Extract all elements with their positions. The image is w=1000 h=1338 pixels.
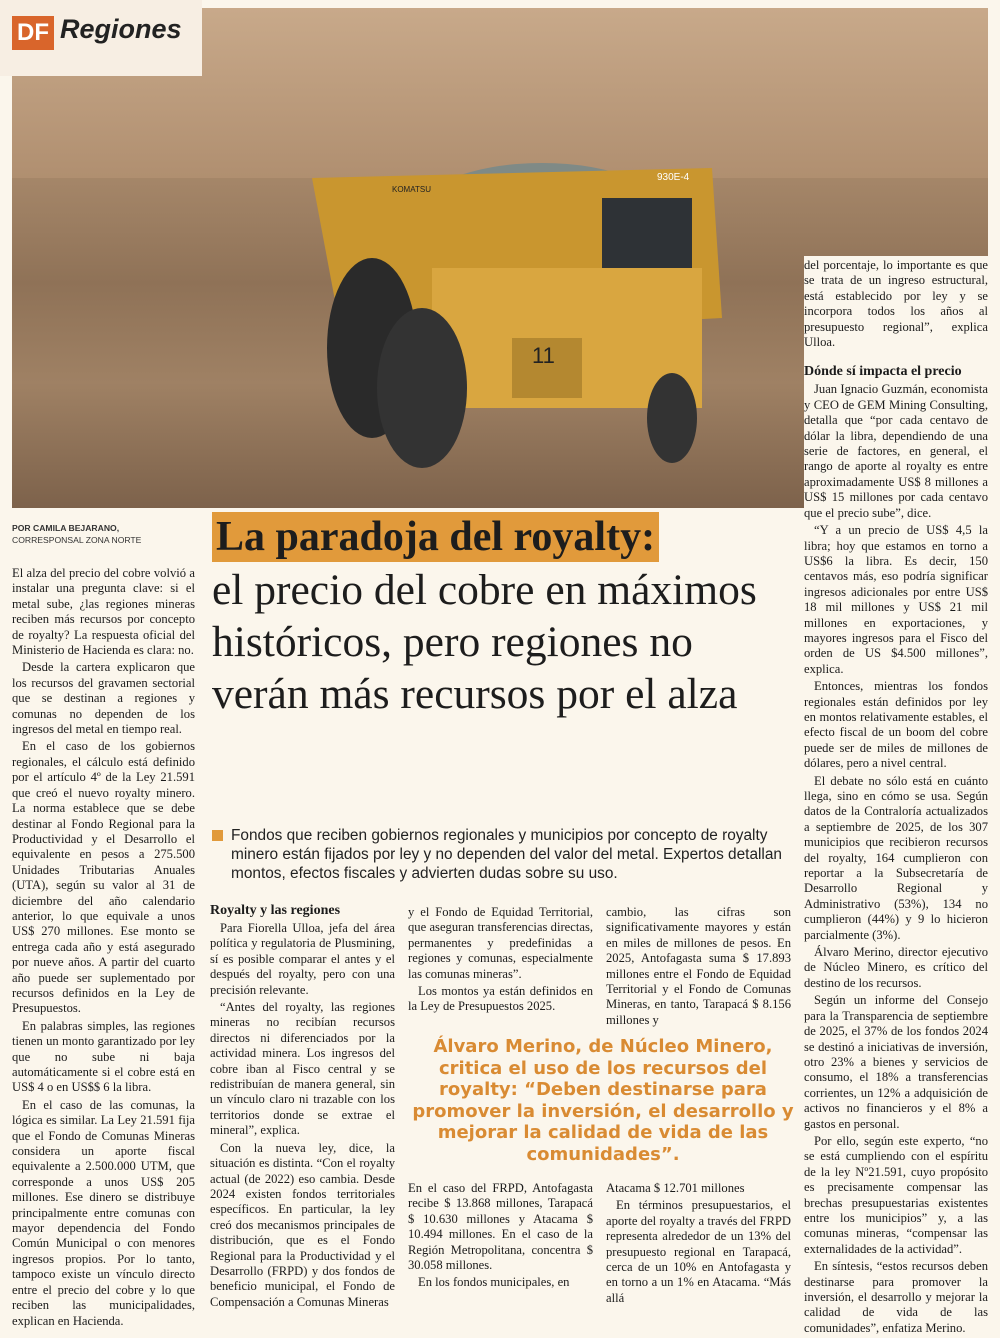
paragraph: Por ello, según este experto, “no se está cumpliendo con el espíritu de la ley Nº21.591, cuyo propósito es precisamente compensar las brechas presupuestarias existentes entre los municipios” y, a las comunas mineras, “compensar las externalidades de la actividad”. <box>804 1133 988 1256</box>
truck-model-label: 930E-4 <box>657 172 690 183</box>
headline <box>212 512 792 720</box>
paragraph: En el caso de los gobiernos regionales, el cálculo está definido por el artículo 4º de la Ley 21.591 que creó el nuevo royalty minero. La norma establece que se debe destinar al Fondo Regional para la Productividad y el Desarrollo el equivalente en pesos a 275.500 Unidades Tributarias Anuales (UTA), según su valor al 31 de diciembre del año calendario anterior, lo que equivale a unos US$ 270 millones. Ese monto se entrega cada año y está asegurado por nueve años. A partir del cuarto año puede ser suplementado por recursos definidos en la Ley de Presupuestos. <box>12 739 195 1016</box>
paragraph: En síntesis, “estos recursos deben destinarse para promover la inversión, el desarrollo y mejorar la calidad de vida de las comunidades”, enfatiza Merino. <box>804 1259 988 1335</box>
author-name: POR CAMILA BEJARANO, <box>12 523 120 533</box>
column-4-bottom <box>606 1181 791 1308</box>
column-5 <box>804 256 988 1338</box>
paragraph: Según un informe del Consejo para la Transparencia de septiembre de 2025, el 37% de los fondos 2024 se destinó a iniciativas de inversión, otro 23% a bienes y servicios de consumo, el 18% a transferencias corrientes, un 12% a adquisición de activos no financieros y el 8% a gastos en personal. <box>804 993 988 1131</box>
paragraph: Los montos ya están definidos en la Ley de Presupuestos 2025. <box>408 984 593 1014</box>
paragraph: El debate no sólo está en cuánto llega, sino en cómo se usa. Según datos de la Contraloría actualizados a septiembre de 2025, de los 307 municipios que recibieron recursos del royalty, 164 cumplieron con reportar a la Subsecretaría de Desarrollo Regional y Administrativo (53%), 134 no cumplieron (44%) y 9 lo hicieron parcialmente (3%). <box>804 773 988 942</box>
paragraph: “Antes del royalty, las regiones mineras no recibían recursos directos ni diferenciados por la actividad minera. Los ingresos del cobre iban al Fisco central y se redistribuían de manera general, sin un vínculo claro ni trazable con los territorios donde se extrae el mineral”, explica. <box>210 1000 395 1138</box>
author-role: CORRESPONSAL ZONA NORTE <box>12 535 142 545</box>
paragraph: cambio, las cifras son significativamente mayores y están en miles de millones de pesos. En 2025, Antofagasta suma $ 17.893 millones entre el Fondo de Equidad Territorial y el Fondo de Comunas Mineras, en tanto, Tarapacá $ 8.156 millones y <box>606 905 791 1027</box>
truck-cab <box>602 198 692 268</box>
deck-bullet-icon <box>212 830 223 841</box>
rear-tire-left <box>377 308 467 468</box>
paragraph: Entonces, mientras los fondos regionales están definidos por ley en montos relativamente estables, el efecto fiscal de un boom del cobre puede ser de miles de millones de dólares, pero a nivel central. <box>804 679 988 771</box>
tire-right <box>647 373 697 463</box>
truck-brand-label: KOMATSU <box>392 185 431 194</box>
subheading-impacto: Dónde sí impacta el precio <box>804 364 962 380</box>
paragraph: En el caso del FRPD, Antofagasta recibe $ 13.868 millones, Tarapacá $ 10.630 millones y Atacama $ 10.494 millones. En el caso de la Región Metropolitana, concentra $ 30.058 millones. <box>408 1181 593 1273</box>
df-logo-mark: DF <box>12 16 54 50</box>
paragraph: del porcentaje, lo importante es que se trata de un ingreso estructural, está establecido por ley y se incorpora todos los años al presupuesto regional”, explica Ulloa. <box>804 258 988 350</box>
paragraph: Atacama $ 12.701 millones <box>606 1181 745 1195</box>
subheading-royalty: Royalty y las regiones <box>210 903 341 918</box>
paragraph: En los fondos municipales, en <box>418 1275 570 1290</box>
paragraph: “Y a un precio de US$ 4,5 la libra; hoy que estamos en torno a US$6 la libra. Es decir, 150 centavos más, eso podría significar ingresos adicionales por entre US$ 18 mil millones y US$ 21 mil millones en exportaciones, y mayores ingresos para el Fisco del orden de US $4.500 millones”, explica. <box>804 523 988 676</box>
paragraph: El alza del precio del cobre volvió a instalar una pregunta clave: si el metal sube, ¿las regiones mineras reciben más recursos por concepto de royalty? La respuesta oficial del Ministerio de Hacienda es clara: no. <box>12 566 195 658</box>
paragraph: En el caso de las comunas, la lógica es similar. La Ley 21.591 fija que el Fondo de Comunas Mineras considera un aporte fiscal equivalente a 2.500.000 UTM, que corresponde a unos US$ 205 millones. Ese dinero se distribuye principalmente entre comunas con mayor dependencia del Fondo Común Municipal o con menores ingresos propios. Por lo tanto, tampoco existe un vínculo directo entre el precio del cobre y lo que reciben las municipalidades, explican en Hacienda. <box>12 1097 195 1328</box>
haul-truck-illustration <box>312 148 732 468</box>
headline-highlight: La paradoja del royalty: <box>212 512 659 562</box>
column-3-top <box>408 905 593 1017</box>
deck <box>212 826 797 883</box>
pull-quote: Álvaro Merino, de Núcleo Minero, critica el uso de los recursos del royalty: “Deben destinarse para promover la inversión, el desarrollo y mejorar la calidad de vida de las comunidades”. <box>412 1036 794 1165</box>
byline <box>12 522 141 546</box>
paragraph: y el Fondo de Equidad Territorial, que aseguran transferencias directas, permanentes y predefinidas a regiones y comunas, especialmente las comunas mineras”. <box>408 905 593 981</box>
column-3-bottom <box>408 1181 593 1293</box>
column-1 <box>12 566 195 1331</box>
paragraph: Con la nueva ley, dice, la situación es distinta. “Con el royalty actual (de 2022) eso cambia. Desde 2024 existen fondos territoriales específicos. En particular, la ley creó dos mecanismos principales de distribución, que es el Fondo Regional para la Productividad y el Desarrollo (FRPD) y dos fondos de beneficio municipal, el Fondo de Compensación a Comunas Mineras <box>210 1140 395 1309</box>
deck-text: Fondos que reciben gobiernos regionales y municipios por concepto de royalty minero están fijados por ley y no dependen del valor del metal. Expertos detallan montos, efectos fiscales y advierten dudas sobre su uso. <box>231 827 782 882</box>
paragraph: En palabras simples, las regiones tienen un monto garantizado por ley que no sube ni baja automáticamente si el cobre está en US$ 4 o en US$$ 6 la libra. <box>12 1018 195 1095</box>
paragraph: En términos presupuestarios, el aporte del royalty a través del FRPD representa alrededor de un 13% del presupuesto regional en Tarapacá, cerca de un 10% en Antofagasta y en torno a un 1% en Atacama. “Más allá <box>606 1198 791 1305</box>
truck-number: 11 <box>532 343 555 368</box>
paragraph: Para Fiorella Ulloa, jefa del área política y regulatoria de Plusmining, sí es posible comparar el antes y el después del royalty, pero con una precisión relevante. <box>210 921 395 997</box>
section-name: Regiones <box>60 14 182 44</box>
column-4-top <box>606 905 791 1030</box>
headline-rest: el precio del cobre en máximos históricos, pero regiones no verán más recursos por el alza <box>212 566 757 718</box>
paragraph: Desde la cartera explicaron que los recursos del gravamen sectorial que se destinan a regiones y comunas no dependen de los ingresos del metal en tiempo real. <box>12 660 195 737</box>
column-2 <box>210 903 395 1312</box>
paragraph: Juan Ignacio Guzmán, economista y CEO de GEM Mining Consulting, detalla que “por cada centavo de dólar la libra, dependiendo de una serie de factores, en general, el rango de aporte al royalty es entre aproximadamente US$ 8 millones a US$ 15 millones por cada centavo que el precio sube”, dice. <box>804 382 988 520</box>
section-logo <box>0 0 202 76</box>
paragraph: Álvaro Merino, director ejecutivo de Núcleo Minero, es crítico del destino de los recursos. <box>804 945 988 990</box>
